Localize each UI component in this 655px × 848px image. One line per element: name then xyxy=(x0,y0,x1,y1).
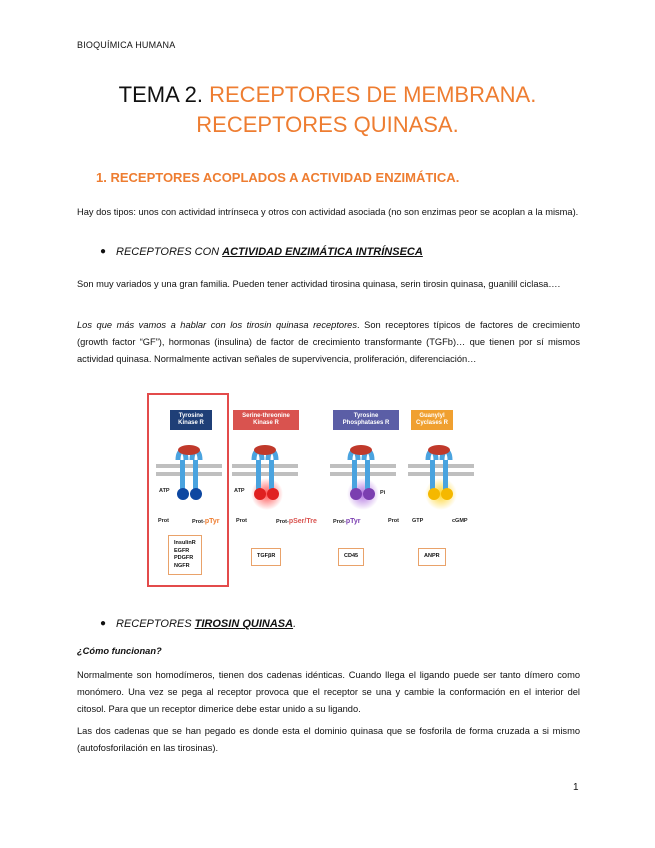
cgmp-label: cGMP xyxy=(452,518,468,524)
prot-label-2: Prot xyxy=(236,518,247,524)
example-ngfr: NGFR xyxy=(174,562,190,569)
label-tyrosine-phosphatase: Tyrosine Phosphatases R xyxy=(333,410,399,430)
paragraph-autophosphorylation: Las dos cadenas que se han pegado es donde esta el dominio quinasa que se fosforila de forma cruzada a si mismo (autofosforilación en las tirosinas). xyxy=(77,726,580,753)
bullet2-bold: TIROSIN QUINASA xyxy=(194,618,294,630)
title-prefix: TEMA 2. xyxy=(118,82,210,107)
bullet-prefix: RECEPTORES CON xyxy=(116,246,223,258)
prot-ptyr-label-3 xyxy=(333,518,361,525)
bullet-bold: ACTIVIDAD ENZIMÁTICA INTRÍNSECA xyxy=(222,246,423,258)
examples-tk xyxy=(168,535,202,575)
prot-ptyr-label-1 xyxy=(192,518,220,525)
page-number: 1 xyxy=(573,782,579,793)
example-cd45: CD45 xyxy=(338,548,364,566)
example-pdgfr: PDGFR xyxy=(174,555,194,561)
receptor-figure xyxy=(140,390,495,590)
ptyr-1: pTyr xyxy=(204,518,220,525)
running-header: BIOQUÍMICA HUMANA xyxy=(77,40,176,50)
bullet-dot: ● xyxy=(100,246,107,257)
prot-prefix-2: Prot- xyxy=(276,519,289,525)
title-accent-2: RECEPTORES QUINASA. xyxy=(196,112,459,137)
atp-label-2: ATP xyxy=(234,488,245,494)
page-title xyxy=(0,80,655,140)
section-heading-1: 1. RECEPTORES ACOPLADOS A ACTIVIDAD ENZIMÁTICA. xyxy=(96,170,460,185)
prot-pser-label xyxy=(276,518,317,525)
receptor-tp xyxy=(347,445,379,510)
receptor-gc xyxy=(425,445,457,510)
ptyr-3: pTyr xyxy=(345,518,361,525)
example-tgfbr: TGFβR xyxy=(251,548,281,566)
para-italic: Los que más vamos a hablar con los tirosin quinasa receptores xyxy=(77,320,358,330)
pi-label: Pi xyxy=(380,490,386,496)
paragraph-types: Hay dos tipos: unos con actividad intrínseca y otros con actividad asociada (no son enzimas peor se acoplan a la misma). xyxy=(77,207,579,217)
label-guanylyl-cyclase: Guanylyl Cyclases R xyxy=(411,410,453,430)
bullet-intrinsic xyxy=(100,246,423,258)
example-egfr: EGFR xyxy=(174,547,190,554)
gtp-label: GTP xyxy=(412,518,424,524)
prot-label-3: Prot xyxy=(388,518,399,524)
paragraph-tyrosine xyxy=(77,317,580,368)
label-serine-threonine: Serine-threonine Kinase R xyxy=(233,410,299,430)
bullet2-prefix: RECEPTORES xyxy=(116,618,195,630)
label-tyrosine-kinase: Tyrosine Kinase R xyxy=(170,410,212,430)
pser-label: pSer/Tre xyxy=(288,518,317,525)
question-heading: ¿Cómo funcionan? xyxy=(77,646,162,656)
example-insulinr: InsulinR xyxy=(174,540,196,546)
receptor-st xyxy=(251,445,283,510)
bullet-dot-2: ● xyxy=(100,618,107,629)
bullet2-suffix: . xyxy=(293,618,297,630)
title-accent-1: RECEPTORES DE MEMBRANA. xyxy=(209,82,537,107)
paragraph-families: Son muy variados y una gran familia. Pueden tener actividad tirosina quinasa, serin tirosin quinasa, guanilil ciclasa…. xyxy=(77,279,561,289)
atp-label-1: ATP xyxy=(159,488,170,494)
prot-prefix-3: Prot- xyxy=(333,519,346,525)
prot-label-1: Prot xyxy=(158,518,169,524)
paragraph-homodimers: Normalmente son homodímeros, tienen dos cadenas idénticas. Cuando llega el ligando puede ser tanto dímero como monómero. Una vez se pega al receptor provoca que el receptor se una y cambie la conformación en el interior del citosol. Para que un receptor dimerice debe estar unido a su ligando. xyxy=(77,670,580,714)
example-anpr: ANPR xyxy=(418,548,446,566)
prot-prefix-1: Prot- xyxy=(192,519,205,525)
bullet-tyrosine-kinase xyxy=(100,618,296,630)
para-rest: . Son receptores típicos de factores de crecimiento (growth factor “GF”), hormonas (insulina) de factor de crecimiento transformante (TGFb)… que tienen por sí mismos actividad quinasa. Normalmente activan señales de supervivencia, proliferación, diferenciación… xyxy=(77,320,580,364)
